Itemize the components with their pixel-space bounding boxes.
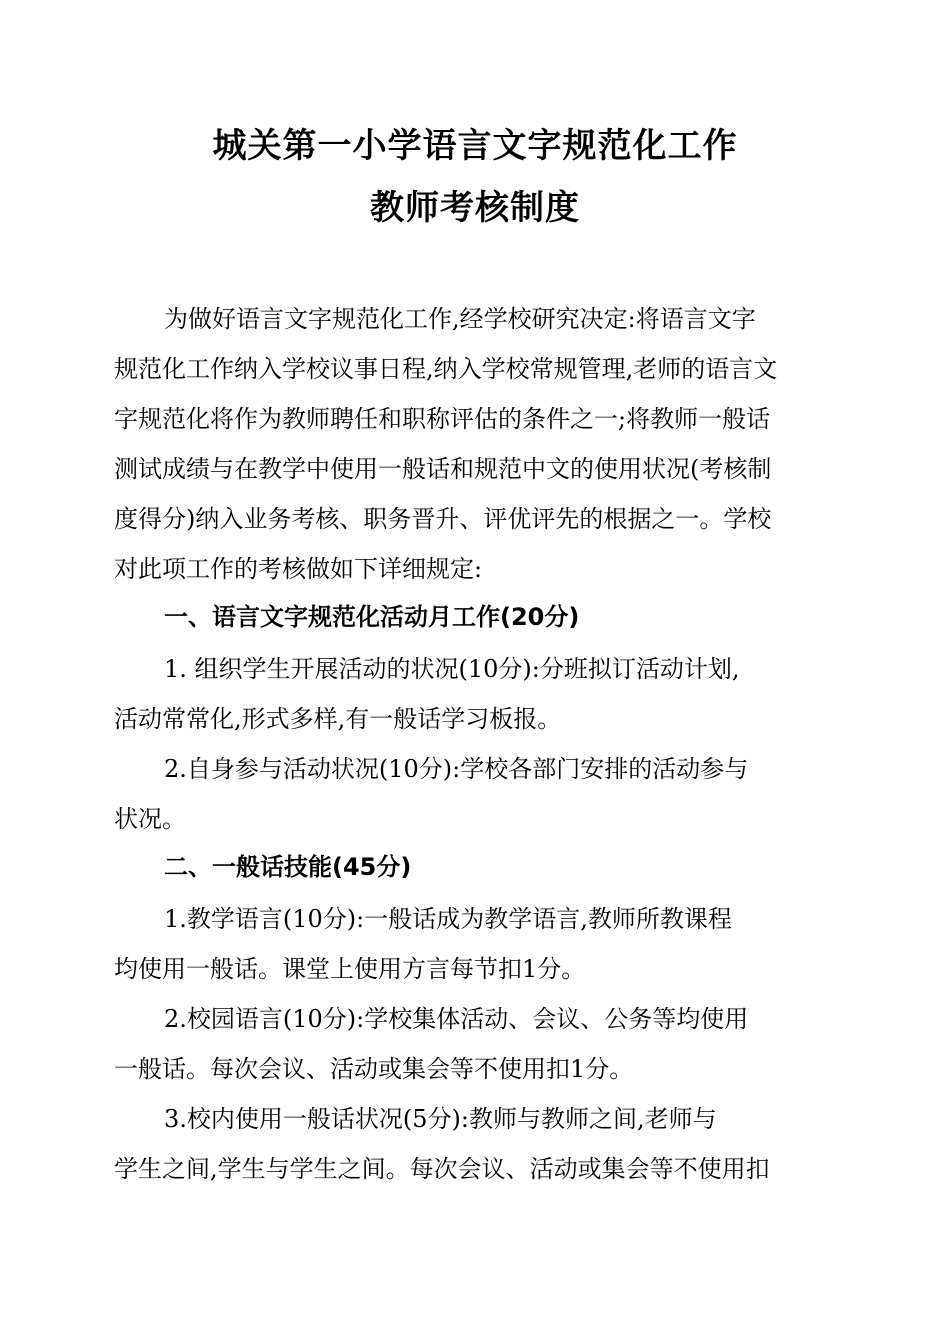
intro-line: 字规范化将作为教师聘任和职称评估的条件之一;将教师一般话 bbox=[114, 405, 771, 433]
document-title-line-1: 城关第一小学语言文字规范化工作 bbox=[212, 126, 738, 166]
section-1-item-1-line: 活动常常化,形式多样,有一般话学习板报。 bbox=[114, 705, 562, 733]
intro-line: 规范化工作纳入学校议事日程,纳入学校常规管理,老师的语言文 bbox=[114, 355, 778, 383]
section-2-item-3-line: 3.校内使用一般话状况(5分):教师与教师之间,老师与 bbox=[164, 1105, 717, 1133]
intro-line: 测试成绩与在教学中使用一般话和规范中文的使用状况(考核制 bbox=[114, 455, 772, 483]
section-1-item-2-line: 2.自身参与活动状况(10分):学校各部门安排的活动参与 bbox=[164, 755, 749, 783]
intro-line: 为做好语言文字规范化工作,经学校研究决定:将语言文字 bbox=[164, 305, 756, 333]
section-2-heading: 二、一般话技能(45分) bbox=[164, 853, 412, 881]
section-2-item-1-line: 1.教学语言(10分):一般话成为教学语言,教师所教课程 bbox=[164, 905, 732, 933]
section-1-item-2-line: 状况。 bbox=[114, 805, 186, 833]
intro-line: 度得分)纳入业务考核、职务晋升、评优评先的根据之一。学校 bbox=[114, 505, 772, 533]
section-2-item-2-line: 2.校园语言(10分):学校集体活动、会议、公务等均使用 bbox=[164, 1005, 749, 1033]
section-2-item-1-line: 均使用一般话。课堂上使用方言每节扣1分。 bbox=[114, 955, 586, 983]
section-1-heading: 一、语言文字规范化活动月工作(20分) bbox=[164, 603, 580, 631]
section-2-item-2-line: 一般话。每次会议、活动或集会等不使用扣1分。 bbox=[114, 1055, 634, 1083]
intro-line: 对此项工作的考核做如下详细规定: bbox=[114, 555, 483, 583]
section-2-item-3-line: 学生之间,学生与学生之间。每次会议、活动或集会等不使用扣 bbox=[114, 1155, 770, 1183]
section-1-item-1-line: 1. 组织学生开展活动的状况(10分):分班拟订活动计划, bbox=[164, 655, 740, 683]
document-title-line-2: 教师考核制度 bbox=[370, 188, 580, 228]
